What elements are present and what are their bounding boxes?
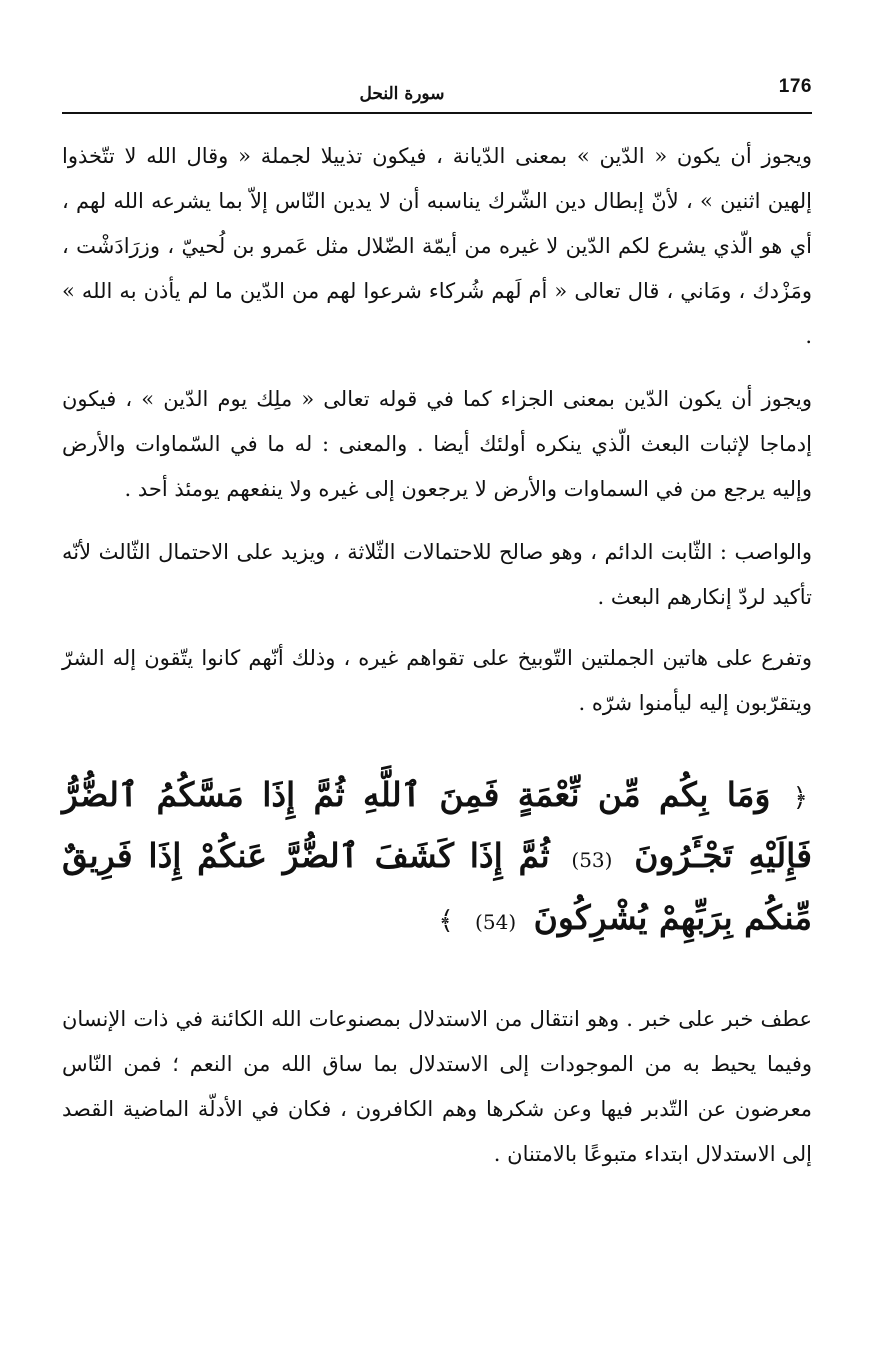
verse-text-53: وَمَا بِكُم مِّن نِّعْمَةٍ فَمِنَ ٱللَّهِ ثُمَّ إِذَا مَسَّكُمُ ٱلضُّرُّ فَإِلَيْهِ تَجْـَٔرُونَ <box>62 775 812 875</box>
ayah-number-54: (54) <box>475 910 517 934</box>
verse-text-54: ثُمَّ إِذَا كَشَفَ ٱلضُّرَّ عَنكُمْ إِذَا فَرِيقٌ مِّنكُم بِرَبِّهِمْ يُشْرِكُونَ <box>62 836 812 937</box>
page-header <box>62 70 812 114</box>
page-content <box>62 134 812 1177</box>
page-number: 176 <box>778 76 812 97</box>
paragraph-rebuke: وتفرع على هاتين الجملتين التّوبيخ على تقواهم غيره ، وذلك أنّهم كانوا يتّقون إله الشرّ ويتقرّبون إليه ليأمنوا شرّه . <box>62 646 812 715</box>
book-page <box>62 70 812 1330</box>
paragraph-wasib-meaning: والواصب : الثّابت الدائم ، وهو صالح للاحتمالات الثّلاثة ، ويزيد على الاحتمال الثّالث لأنّه تأكيد لردّ إنكارهم البعث . <box>62 540 812 609</box>
surah-title: سورة النحل <box>359 84 445 104</box>
verse-open-ornament: ﴿ <box>792 783 808 813</box>
ayah-number-53: (53) <box>571 848 613 872</box>
quran-verse <box>62 766 812 951</box>
verse-close-ornament: ﴾ <box>438 906 454 936</box>
paragraph-commentary: عطف خبر على خبر . وهو انتقال من الاستدلال بمصنوعات الله الكائنة في ذات الإنسان وفيما يحيط به من الموجودات إلى الاستدلال بما ساق الله من النعم ؛ فمن النّاس معرضون عن التّدبر فيها وعن شكرها وهم الكافرون ، فكان في الأدلّة الماضية القصد إلى الاستدلال ابتداء متبوعًا بالامتنان . <box>62 1007 812 1166</box>
paragraph-judgment-meaning: ويجوز أن يكون الدّين بمعنى الجزاء كما في قوله تعالى « ملِك يوم الدّين » ، فيكون إدماجا لإثبات البعث الّذي ينكره أولئك أيضا . والمعنى : له ما في السّماوات والأرض وإليه يرجع من في السماوات والأرض لا يرجعون إلى غيره ولا ينفعهم يومئذ أحد . <box>62 387 812 501</box>
paragraph-religion-meaning: ويجوز أن يكون « الدّين » بمعنى الدّيانة ، فيكون تذييلا لجملة « وقال الله لا تتّخذوا إلهين اثنين » ، لأنّ إبطال دين الشّرك يناسبه أن لا يدين النّاس إلاّ بما يشرعه الله لهم ، أي هو الّذي يشرع لكم الدّين لا غيره من أيمّة الضّلال مثل عَمرو بن لُحييّ ، وزرَادَشْت ، ومَزْدك ، ومَاني ، قال تعالى « أم لَهم شُركاء شرعوا لهم من الدّين ما لم يأذن به الله » . <box>62 144 812 348</box>
